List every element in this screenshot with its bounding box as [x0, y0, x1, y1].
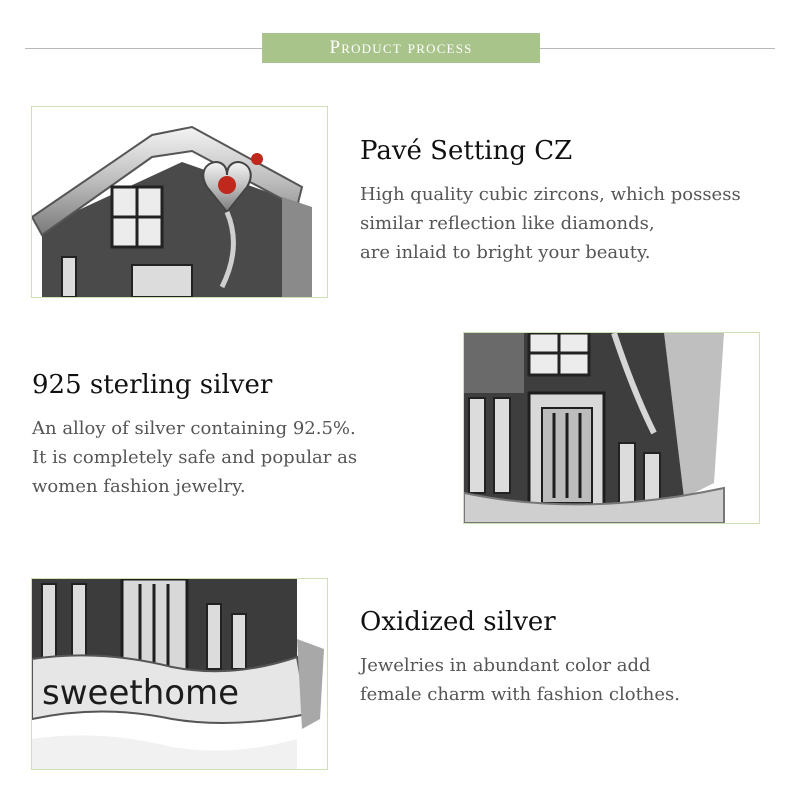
charm-banner-illustration: [32, 579, 327, 769]
section-title-sterling-silver: 925 sterling silver: [32, 370, 273, 400]
charm-detail-photo-silver: [463, 332, 760, 524]
section-description-pave-setting: [360, 180, 741, 267]
section-description-sterling-silver: [32, 414, 357, 501]
description-line: women fashion jewelry.: [32, 476, 246, 497]
description-line: similar reflection like diamonds,: [360, 213, 655, 234]
description-line: female charm with fashion clothes.: [360, 684, 681, 705]
description-line: Jewelries in abundant color add: [360, 655, 651, 676]
charm-roof-illustration: [32, 107, 327, 297]
section-title-oxidized-silver: Oxidized silver: [360, 607, 556, 637]
charm-engraving-text: sweethome: [42, 673, 240, 713]
charm-front-illustration: [464, 333, 759, 523]
description-line: An alloy of silver containing 92.5%.: [32, 418, 356, 439]
header-divider-right: [540, 48, 775, 49]
description-line: are inlaid to bright your beauty.: [360, 242, 651, 263]
description-line: High quality cubic zircons, which possess: [360, 184, 741, 205]
section-description-oxidized-silver: [360, 651, 680, 709]
section-title-pave-setting: Pavé Setting CZ: [360, 136, 573, 166]
charm-detail-photo-gems: [31, 106, 328, 298]
section-banner: Product process: [262, 33, 540, 63]
description-line: It is completely safe and popular as: [32, 447, 358, 468]
charm-detail-photo-oxidized: [31, 578, 328, 770]
header-divider-left: [25, 48, 262, 49]
